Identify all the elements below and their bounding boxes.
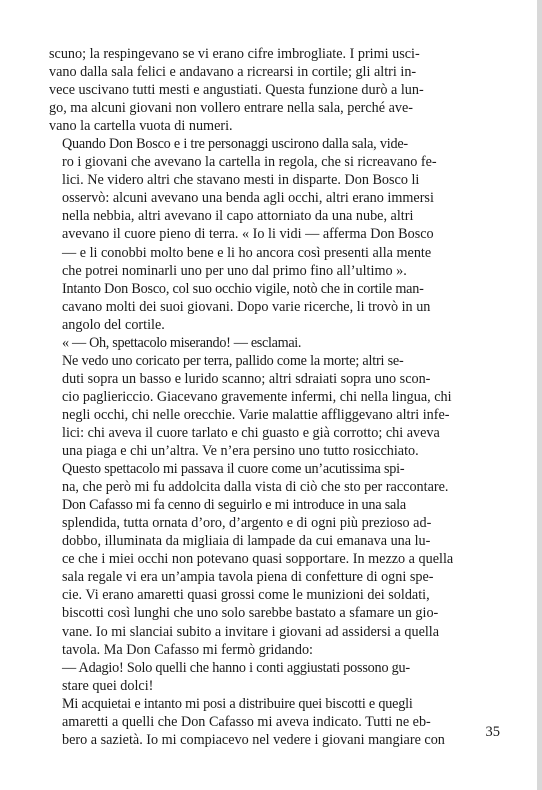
- paragraph: [49, 460, 501, 496]
- text-line: — e li conobbi molto bene e li ho ancora così presenti alla mente: [62, 244, 432, 261]
- paragraph: [49, 695, 501, 749]
- text-line: che potrei nominarli uno per uno dal primo fino all’ultimo ».: [62, 262, 407, 279]
- text-line: na, che però mi fu addolcita dalla vista di ciò che sto per raccontare.: [62, 479, 449, 496]
- page-body: [49, 45, 501, 749]
- text-line: Don Cafasso mi fa cenno di seguirlo e mi introduce in una sala: [62, 497, 406, 514]
- paragraph: [49, 496, 501, 658]
- text-line: Mi acquietai e intanto mi posi a distribuire quei biscotti e quegli: [62, 695, 413, 712]
- text-line: cie. Vi erano amaretti quasi grossi come le munizioni dei soldati,: [62, 587, 430, 604]
- paragraph: [49, 659, 501, 695]
- text-line: tavola. Ma Don Cafasso mi fermò gridando:: [62, 641, 313, 658]
- text-line: vano dalla sala felici e andavano a ricrearsi in cortile; gli altri in-: [49, 64, 417, 81]
- text-line: scuno; la respingevano se vi erano cifre imbrogliate. I primi usci-: [49, 46, 420, 62]
- text-line: sala regale vi era un’ampia tavola piena di confetture di ogni spe-: [62, 569, 434, 586]
- text-line: Intanto Don Bosco, col suo occhio vigile, notò che in cortile man-: [62, 280, 424, 297]
- text-line: Quando Don Bosco e i tre personaggi uscirono dalla sala, vide-: [62, 136, 408, 153]
- text-line: amaretti a quelli che Don Cafasso mi aveva indicato. Tutti ne eb-: [62, 713, 431, 730]
- text-line: stare quei dolci!: [62, 677, 154, 694]
- text-line: duti sopra un basso e lurido scanno; altri sdraiati sopra uno scon-: [62, 370, 431, 387]
- paragraph: [49, 135, 501, 279]
- text-line: cio pagliericcio. Giacevano gravemente infermi, chi nella lingua, chi: [62, 388, 452, 405]
- text-line: Ne vedo uno coricato per terra, pallido come la morte; altri se-: [62, 352, 404, 369]
- text-line: Questo spettacolo mi passava il cuore come un’acutissima spi-: [62, 461, 405, 478]
- paragraph: [49, 352, 501, 460]
- text-line: splendida, tutta ornata d’oro, d’argento e di ogni più prezioso ad-: [62, 515, 432, 532]
- text-line: lici. Ne videro altri che stavano mesti in disparte. Don Bosco li: [62, 172, 420, 189]
- text-line: lici: chi aveva il cuore tarlato e chi guasto e già corrotto; chi aveva: [62, 424, 440, 441]
- text-line: osservò: alcuni avevano una benda agli occhi, altri erano immersi: [62, 190, 434, 207]
- text-line: go, ma alcuni giovani non vollero entrare nella sala, perché ave-: [49, 100, 413, 117]
- text-line: vane. Io mi slanciai subito a invitare i giovani ad assidersi a quella: [62, 623, 440, 640]
- text-line: biscotti così lunghi che uno solo sarebbe bastato a sfamare un gio-: [62, 605, 439, 622]
- paragraph: [49, 334, 501, 352]
- page-number: 35: [485, 724, 500, 740]
- text-line: angolo del cortile.: [62, 316, 165, 333]
- text-line: « — Oh, spettacolo miserando! — esclamai.: [62, 334, 302, 351]
- text-line: nella nebbia, altri avevano il capo attorniato da una nube, altri: [62, 208, 414, 225]
- text-line: ce che i miei occhi non potevano quasi sopportare. In mezzo a quella: [62, 551, 454, 568]
- text-line: una piaga e chi un’altra. Ve n’era persino uno tutto rosicchiato.: [62, 443, 419, 460]
- page-edge-shadow: [537, 0, 542, 790]
- text-line: negli occhi, chi nelle orecchie. Varie malattie affliggevano altri infe-: [62, 406, 450, 423]
- text-line: vece uscivano tutti mesti e angustiati. Questa funzione durò a lun-: [49, 82, 424, 99]
- text-line: ro i giovani che avevano la cartella in regola, che si ricreavano fe-: [62, 154, 437, 171]
- text-line: avevano il cuore pieno di terra. « Io li vidi — afferma Don Bosco: [62, 226, 434, 243]
- text-line: vano la cartella vuota di numeri.: [49, 118, 233, 135]
- paragraph: [49, 280, 501, 334]
- paragraph: [49, 45, 501, 135]
- text-line: bero a sazietà. Io mi compiacevo nel vedere i giovani mangiare con: [62, 731, 445, 748]
- text-line: cavano molti dei suoi giovani. Dopo varie ricerche, li trovò in un: [62, 298, 431, 315]
- text-line: — Adagio! Solo quelli che hanno i conti aggiustati possono gu-: [62, 659, 410, 676]
- text-line: dobbo, illuminata da migliaia di lampade da cui emanava una lu-: [62, 533, 431, 550]
